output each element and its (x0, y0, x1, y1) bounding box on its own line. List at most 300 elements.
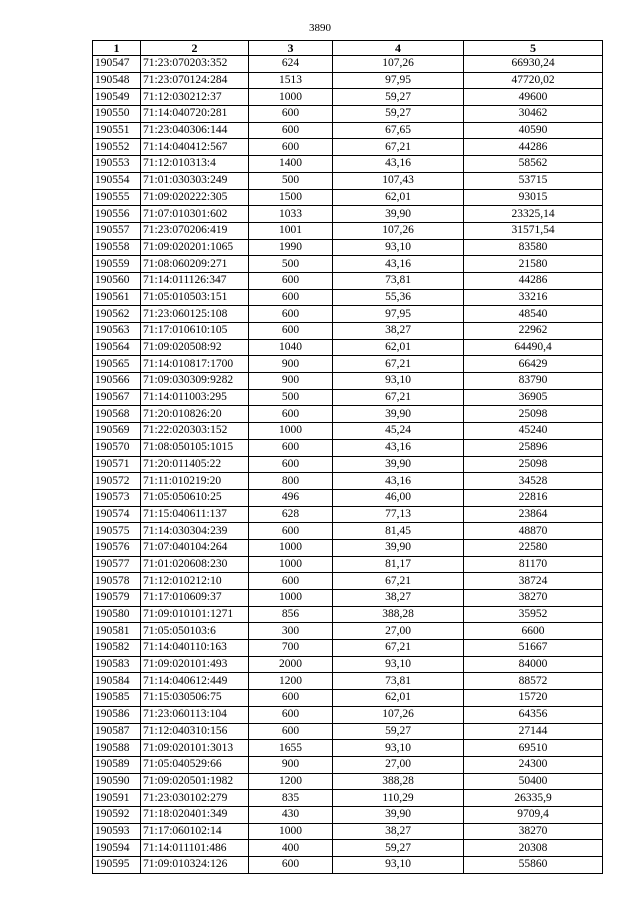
cell-value: 22816 (464, 489, 603, 506)
cell-cadastral-number: 71:07:010301:602 (141, 206, 249, 223)
cell-value: 53715 (464, 172, 603, 189)
cell-id: 190548 (93, 72, 141, 89)
cell-rate: 39,90 (333, 406, 464, 423)
cell-rate: 43,16 (333, 439, 464, 456)
cell-rate: 73,81 (333, 272, 464, 289)
table-row (93, 373, 603, 390)
table-row (93, 222, 603, 239)
cell-cadastral-number: 71:11:010219:20 (141, 473, 249, 490)
cell-cadastral-number: 71:20:010826:20 (141, 406, 249, 423)
cell-id: 190550 (93, 106, 141, 123)
cell-cadastral-number: 71:05:040529:66 (141, 756, 249, 773)
cell-area: 1513 (249, 72, 333, 89)
cell-rate: 39,90 (333, 206, 464, 223)
cell-rate: 73,81 (333, 673, 464, 690)
cell-value: 38724 (464, 573, 603, 590)
cell-area: 600 (249, 139, 333, 156)
table-row (93, 256, 603, 273)
cell-value: 33216 (464, 289, 603, 306)
cell-cadastral-number: 71:12:040310:156 (141, 723, 249, 740)
cell-id: 190555 (93, 189, 141, 206)
cell-value: 6600 (464, 623, 603, 640)
table-row (93, 139, 603, 156)
cell-value: 66930,24 (464, 56, 603, 73)
table-row (93, 623, 603, 640)
cell-rate: 388,28 (333, 606, 464, 623)
cell-area: 600 (249, 523, 333, 540)
table-row (93, 656, 603, 673)
cell-rate: 62,01 (333, 339, 464, 356)
cell-id: 190553 (93, 156, 141, 173)
cell-rate: 110,29 (333, 790, 464, 807)
table-row (93, 89, 603, 106)
table-row (93, 640, 603, 657)
cell-id: 190577 (93, 556, 141, 573)
cell-area: 600 (249, 122, 333, 139)
cell-area: 1000 (249, 590, 333, 607)
table-row (93, 590, 603, 607)
cell-rate: 62,01 (333, 690, 464, 707)
cell-area: 600 (249, 690, 333, 707)
cell-rate: 39,90 (333, 456, 464, 473)
table-row (93, 857, 603, 874)
cell-area: 1655 (249, 740, 333, 757)
cell-cadastral-number: 71:08:060209:271 (141, 256, 249, 273)
cell-cadastral-number: 71:17:010609:37 (141, 590, 249, 607)
table-row (93, 506, 603, 523)
cell-value: 38270 (464, 590, 603, 607)
cell-area: 600 (249, 323, 333, 340)
cell-cadastral-number: 71:09:020201:1065 (141, 239, 249, 256)
table-row (93, 189, 603, 206)
table-row (93, 740, 603, 757)
cell-rate: 67,21 (333, 573, 464, 590)
cell-area: 600 (249, 456, 333, 473)
cell-area: 600 (249, 306, 333, 323)
cell-area: 1000 (249, 556, 333, 573)
table-row (93, 289, 603, 306)
cell-value: 34528 (464, 473, 603, 490)
cell-rate: 38,27 (333, 590, 464, 607)
cell-rate: 59,27 (333, 723, 464, 740)
cell-area: 1990 (249, 239, 333, 256)
cell-value: 23864 (464, 506, 603, 523)
cell-area: 624 (249, 56, 333, 73)
table-row (93, 456, 603, 473)
cell-cadastral-number: 71:17:060102:14 (141, 823, 249, 840)
cell-rate: 27,00 (333, 756, 464, 773)
cell-id: 190578 (93, 573, 141, 590)
cell-id: 190567 (93, 389, 141, 406)
table-header-row (93, 41, 603, 56)
cell-cadastral-number: 71:23:070206:419 (141, 222, 249, 239)
table-row (93, 323, 603, 340)
cell-id: 190562 (93, 306, 141, 323)
table-row (93, 56, 603, 73)
table-row (93, 389, 603, 406)
column-header: 4 (333, 41, 464, 56)
table-row (93, 606, 603, 623)
cell-id: 190587 (93, 723, 141, 740)
cell-rate: 388,28 (333, 773, 464, 790)
cell-area: 1033 (249, 206, 333, 223)
column-header: 3 (249, 41, 333, 56)
table-row (93, 556, 603, 573)
cell-rate: 62,01 (333, 189, 464, 206)
cell-cadastral-number: 71:14:011003:295 (141, 389, 249, 406)
table-row (93, 573, 603, 590)
cell-value: 24300 (464, 756, 603, 773)
table-row (93, 272, 603, 289)
cell-id: 190554 (93, 172, 141, 189)
cell-rate: 93,10 (333, 740, 464, 757)
table-row (93, 823, 603, 840)
cell-area: 1001 (249, 222, 333, 239)
table-row (93, 439, 603, 456)
cell-value: 22580 (464, 539, 603, 556)
table-row (93, 356, 603, 373)
table-row (93, 723, 603, 740)
cell-rate: 93,10 (333, 857, 464, 874)
column-header: 1 (93, 41, 141, 56)
cell-cadastral-number: 71:14:010817:1700 (141, 356, 249, 373)
cell-area: 1200 (249, 773, 333, 790)
cell-cadastral-number: 71:22:020303:152 (141, 423, 249, 440)
cell-value: 83580 (464, 239, 603, 256)
cell-value: 84000 (464, 656, 603, 673)
cell-id: 190573 (93, 489, 141, 506)
cell-area: 1040 (249, 339, 333, 356)
cell-area: 900 (249, 756, 333, 773)
cell-rate: 107,26 (333, 222, 464, 239)
cell-value: 48870 (464, 523, 603, 540)
cell-id: 190580 (93, 606, 141, 623)
cell-rate: 39,90 (333, 539, 464, 556)
cell-cadastral-number: 71:14:040110:163 (141, 640, 249, 657)
cell-cadastral-number: 71:05:010503:151 (141, 289, 249, 306)
cell-rate: 93,10 (333, 656, 464, 673)
table-row (93, 539, 603, 556)
cell-rate: 39,90 (333, 806, 464, 823)
cell-id: 190568 (93, 406, 141, 423)
cell-id: 190584 (93, 673, 141, 690)
cell-area: 1400 (249, 156, 333, 173)
table-row (93, 840, 603, 857)
cell-value: 55860 (464, 857, 603, 874)
cell-cadastral-number: 71:23:060125:108 (141, 306, 249, 323)
cell-id: 190549 (93, 89, 141, 106)
cell-cadastral-number: 71:05:050610:25 (141, 489, 249, 506)
cell-value: 27144 (464, 723, 603, 740)
cell-area: 600 (249, 106, 333, 123)
cell-value: 30462 (464, 106, 603, 123)
cell-id: 190547 (93, 56, 141, 73)
cell-id: 190574 (93, 506, 141, 523)
cell-rate: 59,27 (333, 840, 464, 857)
cell-value: 23325,14 (464, 206, 603, 223)
table-row (93, 206, 603, 223)
cell-value: 58562 (464, 156, 603, 173)
cell-area: 1000 (249, 539, 333, 556)
table-body (93, 56, 603, 874)
cell-id: 190576 (93, 539, 141, 556)
cell-value: 36905 (464, 389, 603, 406)
cell-value: 49600 (464, 89, 603, 106)
cell-cadastral-number: 71:09:020501:1982 (141, 773, 249, 790)
table-row (93, 423, 603, 440)
cell-value: 9709,4 (464, 806, 603, 823)
cell-value: 15720 (464, 690, 603, 707)
table-row (93, 806, 603, 823)
cell-rate: 67,65 (333, 122, 464, 139)
cell-id: 190569 (93, 423, 141, 440)
cell-id: 190571 (93, 456, 141, 473)
cell-id: 190558 (93, 239, 141, 256)
cell-area: 628 (249, 506, 333, 523)
cell-area: 600 (249, 439, 333, 456)
cell-cadastral-number: 71:23:070124:284 (141, 72, 249, 89)
cell-value: 69510 (464, 740, 603, 757)
cell-cadastral-number: 71:01:030303:249 (141, 172, 249, 189)
cell-value: 64356 (464, 706, 603, 723)
cell-value: 81170 (464, 556, 603, 573)
cell-value: 50400 (464, 773, 603, 790)
cell-value: 47720,02 (464, 72, 603, 89)
cell-cadastral-number: 71:20:011405:22 (141, 456, 249, 473)
cell-area: 430 (249, 806, 333, 823)
cell-id: 190557 (93, 222, 141, 239)
cell-cadastral-number: 71:09:010101:1271 (141, 606, 249, 623)
table-row (93, 773, 603, 790)
cell-rate: 77,13 (333, 506, 464, 523)
cell-id: 190552 (93, 139, 141, 156)
cell-value: 66429 (464, 356, 603, 373)
cell-area: 900 (249, 356, 333, 373)
cell-rate: 107,43 (333, 172, 464, 189)
cell-value: 88572 (464, 673, 603, 690)
cell-cadastral-number: 71:23:040306:144 (141, 122, 249, 139)
cell-cadastral-number: 71:14:040412:567 (141, 139, 249, 156)
cell-value: 25896 (464, 439, 603, 456)
cell-id: 190579 (93, 590, 141, 607)
cell-id: 190593 (93, 823, 141, 840)
cell-cadastral-number: 71:17:010610:105 (141, 323, 249, 340)
cell-cadastral-number: 71:12:030212:37 (141, 89, 249, 106)
cell-cadastral-number: 71:14:030304:239 (141, 523, 249, 540)
cell-value: 44286 (464, 139, 603, 156)
cell-id: 190590 (93, 773, 141, 790)
table-row (93, 406, 603, 423)
cell-cadastral-number: 71:23:060113:104 (141, 706, 249, 723)
cell-cadastral-number: 71:14:040612:449 (141, 673, 249, 690)
cell-area: 1500 (249, 189, 333, 206)
cell-cadastral-number: 71:14:040720:281 (141, 106, 249, 123)
table-row (93, 790, 603, 807)
cell-cadastral-number: 71:09:010324:126 (141, 857, 249, 874)
cell-cadastral-number: 71:15:040611:137 (141, 506, 249, 523)
cell-rate: 67,21 (333, 356, 464, 373)
cell-value: 48540 (464, 306, 603, 323)
cell-cadastral-number: 71:09:020101:493 (141, 656, 249, 673)
cell-id: 190592 (93, 806, 141, 823)
table-row (93, 239, 603, 256)
table-row (93, 339, 603, 356)
cell-value: 40590 (464, 122, 603, 139)
cell-id: 190583 (93, 656, 141, 673)
cell-rate: 93,10 (333, 373, 464, 390)
table-row (93, 706, 603, 723)
cell-area: 800 (249, 473, 333, 490)
cell-value: 31571,54 (464, 222, 603, 239)
cell-cadastral-number: 71:09:030309:9282 (141, 373, 249, 390)
cell-value: 64490,4 (464, 339, 603, 356)
cell-area: 1200 (249, 673, 333, 690)
cell-value: 51667 (464, 640, 603, 657)
table-row (93, 172, 603, 189)
cell-rate: 55,36 (333, 289, 464, 306)
cell-value: 26335,9 (464, 790, 603, 807)
cell-cadastral-number: 71:12:010313:4 (141, 156, 249, 173)
cell-cadastral-number: 71:23:070203:352 (141, 56, 249, 73)
cell-area: 500 (249, 389, 333, 406)
table-row (93, 156, 603, 173)
cell-id: 190595 (93, 857, 141, 874)
cell-rate: 107,26 (333, 56, 464, 73)
cell-area: 1000 (249, 823, 333, 840)
cell-value: 35952 (464, 606, 603, 623)
cell-rate: 97,95 (333, 72, 464, 89)
cell-rate: 46,00 (333, 489, 464, 506)
cell-id: 190566 (93, 373, 141, 390)
cell-area: 1000 (249, 89, 333, 106)
cell-rate: 67,21 (333, 389, 464, 406)
cell-area: 300 (249, 623, 333, 640)
cell-rate: 97,95 (333, 306, 464, 323)
cell-id: 190551 (93, 122, 141, 139)
cell-cadastral-number: 71:18:020401:349 (141, 806, 249, 823)
cell-area: 700 (249, 640, 333, 657)
cell-id: 190581 (93, 623, 141, 640)
cell-area: 600 (249, 573, 333, 590)
cell-rate: 45,24 (333, 423, 464, 440)
cell-id: 190560 (93, 272, 141, 289)
cell-id: 190559 (93, 256, 141, 273)
cell-id: 190591 (93, 790, 141, 807)
cell-area: 900 (249, 373, 333, 390)
cell-id: 190570 (93, 439, 141, 456)
cell-area: 835 (249, 790, 333, 807)
cell-id: 190563 (93, 323, 141, 340)
cell-rate: 43,16 (333, 256, 464, 273)
cell-cadastral-number: 71:12:010212:10 (141, 573, 249, 590)
cell-value: 25098 (464, 456, 603, 473)
table-row (93, 673, 603, 690)
page-number: 3890 (309, 22, 331, 34)
cell-rate: 93,10 (333, 239, 464, 256)
cell-id: 190585 (93, 690, 141, 707)
cell-cadastral-number: 71:14:011126:347 (141, 272, 249, 289)
cell-rate: 67,21 (333, 139, 464, 156)
cell-id: 190556 (93, 206, 141, 223)
cell-rate: 43,16 (333, 156, 464, 173)
cell-area: 1000 (249, 423, 333, 440)
cell-cadastral-number: 71:01:020608:230 (141, 556, 249, 573)
cell-value: 38270 (464, 823, 603, 840)
table-row (93, 106, 603, 123)
cell-id: 190575 (93, 523, 141, 540)
cell-rate: 81,45 (333, 523, 464, 540)
cell-area: 600 (249, 723, 333, 740)
cell-id: 190561 (93, 289, 141, 306)
cell-area: 856 (249, 606, 333, 623)
cell-area: 400 (249, 840, 333, 857)
cell-area: 600 (249, 289, 333, 306)
cell-id: 190565 (93, 356, 141, 373)
cell-cadastral-number: 71:09:020101:3013 (141, 740, 249, 757)
cell-area: 600 (249, 406, 333, 423)
table-row (93, 690, 603, 707)
cell-value: 83790 (464, 373, 603, 390)
cell-value: 45240 (464, 423, 603, 440)
cell-rate: 107,26 (333, 706, 464, 723)
cell-rate: 38,27 (333, 823, 464, 840)
cell-rate: 67,21 (333, 640, 464, 657)
cell-rate: 38,27 (333, 323, 464, 340)
cell-value: 21580 (464, 256, 603, 273)
cell-id: 190582 (93, 640, 141, 657)
table-row (93, 473, 603, 490)
cell-cadastral-number: 71:05:050103:6 (141, 623, 249, 640)
cell-cadastral-number: 71:09:020222:305 (141, 189, 249, 206)
cell-id: 190594 (93, 840, 141, 857)
table-row (93, 306, 603, 323)
cell-value: 20308 (464, 840, 603, 857)
cell-cadastral-number: 71:08:050105:1015 (141, 439, 249, 456)
cell-rate: 59,27 (333, 89, 464, 106)
table-row (93, 72, 603, 89)
cell-rate: 59,27 (333, 106, 464, 123)
cell-area: 600 (249, 857, 333, 874)
cell-area: 600 (249, 706, 333, 723)
cell-area: 496 (249, 489, 333, 506)
column-header: 5 (464, 41, 603, 56)
cell-rate: 27,00 (333, 623, 464, 640)
cell-value: 25098 (464, 406, 603, 423)
cell-value: 93015 (464, 189, 603, 206)
cell-area: 2000 (249, 656, 333, 673)
cell-cadastral-number: 71:09:020508:92 (141, 339, 249, 356)
column-header: 2 (141, 41, 249, 56)
table-row (93, 489, 603, 506)
cell-cadastral-number: 71:23:030102:279 (141, 790, 249, 807)
cell-area: 500 (249, 172, 333, 189)
cell-id: 190564 (93, 339, 141, 356)
table-row (93, 122, 603, 139)
table-row (93, 756, 603, 773)
cell-id: 190572 (93, 473, 141, 490)
cell-rate: 81,17 (333, 556, 464, 573)
cell-rate: 43,16 (333, 473, 464, 490)
cell-value: 44286 (464, 272, 603, 289)
cell-id: 190588 (93, 740, 141, 757)
cell-value: 22962 (464, 323, 603, 340)
cell-cadastral-number: 71:07:040104:264 (141, 539, 249, 556)
cell-area: 600 (249, 272, 333, 289)
cell-cadastral-number: 71:14:011101:486 (141, 840, 249, 857)
cell-id: 190589 (93, 756, 141, 773)
table-row (93, 523, 603, 540)
data-table (92, 40, 603, 874)
